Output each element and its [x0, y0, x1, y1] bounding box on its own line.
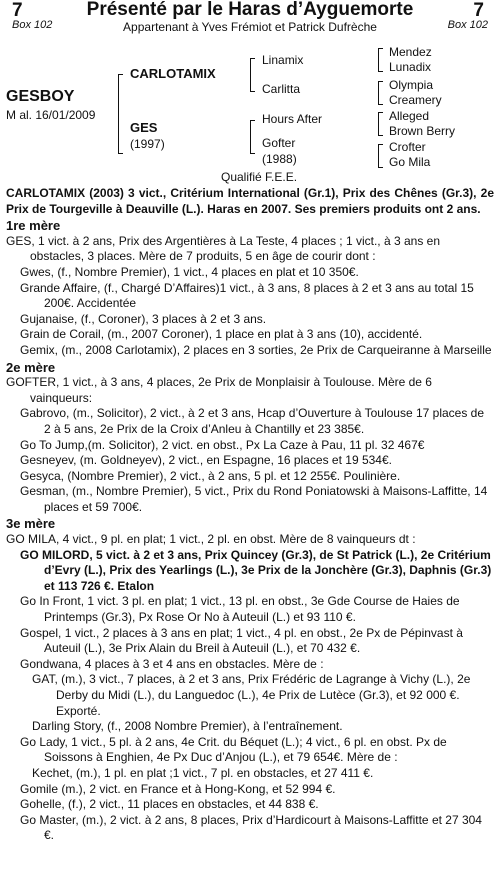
produce-2-5: Gesman, (m., Nombre Premier), 5 vict., Prix du Rond Poniatowski à Maisons-Laffitte, 14 places et 59 700€.	[20, 484, 488, 514]
sire-summary: CARLOTAMIX (2003) 3 vict., Critérium International (Gr.1), Prix des Chênes (Gr.3), 2e Prix de Tourgeville à Deauville (L.). Haras en 2007. Ses premiers produits ont 2 ans.	[6, 186, 494, 216]
produce-2-1: Gabrovo, (m., Solicitor), 2 vict., à 2 et 3 ans, Hcap d’Ouverture à Toulouse 17 places de 2 à 5 ans, 2e Prix de la Croix d’Anleu à Chantilly et 23 385€.	[20, 406, 485, 436]
ped-dsd: Brown Berry	[389, 124, 456, 138]
box-label-right: Box 102	[447, 19, 488, 31]
section-first-dam: 1re mère	[6, 218, 61, 234]
sire-dam: Carlitta	[262, 82, 301, 96]
produce-4: Grain de Corail, (m., 2007 Coroner), 1 place en plat à 3 ans (10), accidenté.	[20, 327, 423, 342]
produce-3-2: Go In Front, 1 vict. 3 pl. en plat; 1 vict., 13 pl. en obst., 3e Gde Course de Haies de Printemps (Gr.3), Px Rose Or No à Auteuil (L.) et 93 110 €.	[20, 594, 460, 625]
produce-3-4b: Darling Story, (f., 2008 Nombre Premier), à l’entraînement.	[32, 719, 343, 734]
lot-number-left: 7	[12, 0, 23, 21]
ped-sds: Olympia	[389, 78, 434, 92]
ped-dss: Alleged	[389, 109, 430, 123]
ped-ssd: Lunadix	[389, 60, 432, 74]
sire-name: CARLOTAMIX	[130, 66, 216, 81]
third-dam-record: GO MILA, 4 vict., 9 pl. en plat; 1 vict., 2 pl. en obst. Mère de 8 vainqueurs dt :	[6, 532, 416, 547]
dam-sire: Hours After	[262, 112, 323, 126]
horse-name: GESBOY	[6, 88, 75, 105]
pedigree-chart	[6, 36, 494, 186]
produce-3-8: Go Master, (m.), 2 vict. à 2 ans, 8 places, Prix d’Hardicourt à Maisons-Laffitte et 27 304 €.	[20, 812, 482, 843]
lot-number-right: 7	[473, 0, 484, 21]
produce-3-6: Gomile (m.), 2 vict. en France et à Hong-Kong, et 52 994 €.	[20, 781, 336, 796]
produce-3-1: GO MILORD, 5 vict. à 2 et 3 ans, Prix Quincey (Gr.3), de St Patrick (L.), 2e Critérium d’Evry (L.), Prix des Yearlings (L.), 3e Prix de la Jonchère (Gr.3), Daphnis (Gr.3) et 113 726 €. Etalon	[20, 547, 492, 593]
produce-2: Grande Affaire, (f., Chargé D’Affaires)1 vict., à 3 ans, 8 places à 2 et 3 ans au total 15 200€. Accidentée	[20, 280, 474, 311]
ped-sss: Mendez	[389, 45, 432, 59]
pedigree-text	[6, 186, 494, 844]
page-header	[6, 0, 494, 36]
ped-dds: Crofter	[389, 140, 426, 154]
ped-sdd: Creamery	[389, 93, 442, 107]
produce-3: Gujanaise, (f., Coroner), 3 places à 2 et 3 ans.	[20, 311, 267, 326]
produce-1: Gwes, (f., Nombre Premier), 1 vict., 4 places en plat et 10 350€.	[20, 264, 359, 279]
produce-3-5a: Kechet, (m.), 1 pl. en plat ;1 vict., 7 pl. en obstacles, et 27 411 €.	[32, 765, 374, 780]
produce-2-4: Gesyca, (Nombre Premier), 2 vict., à 2 ans, 5 pl. et 12 255€. Poulinière.	[20, 468, 401, 483]
dam-year: (1997)	[130, 137, 165, 151]
dam-dam-year: (1988)	[262, 152, 297, 166]
bracket-gen1	[118, 74, 119, 154]
dam-dam: Gofter	[262, 136, 296, 150]
horse-sex-dob: M al. 16/01/2009	[6, 108, 96, 122]
ped-ddd: Go Mila	[389, 155, 431, 169]
produce-3-3: Gospel, 1 vict., 2 places à 3 ans en plat; 1 vict., 4 pl. en obst., 2e Px de Pépinvast à Auteuil (L.), 3e Prix Alain du Breil à Auteuil (L.), et 70 432 €.	[20, 625, 463, 656]
section-third-dam: 3e mère	[6, 516, 56, 532]
sire-sire: Linamix	[262, 53, 304, 67]
qualification: Qualifié F.E.E.	[221, 170, 298, 184]
dam-name: GES	[130, 120, 158, 135]
consignor-title: Présenté par le Haras d’Ayguemorte	[86, 0, 414, 20]
owner-line: Appartenant à Yves Frémiot et Patrick Dufrèche	[123, 20, 377, 34]
produce-5: Gemix, (m., 2008 Carlotamix), 2 places en 3 sorties, 2e Prix de Carqueiranne à Marseille	[20, 342, 492, 357]
first-dam-record: GES, 1 vict. à 2 ans, Prix des Argentières à La Teste, 4 places ; 1 vict., à 3 ans en obstacles, 3 places. Mère de 7 produits, 5 en âge de courir dont :	[6, 233, 441, 264]
produce-3-4: Gondwana, 4 places à 3 et 4 ans en obstacles. Mère de :	[20, 656, 324, 671]
second-dam-record: GOFTER, 1 vict., à 3 ans, 4 places, 2e Prix de Monplaisir à Toulouse. Mère de 6 vainqueurs:	[6, 375, 432, 405]
box-label-left: Box 102	[12, 19, 53, 31]
section-second-dam: 2e mère	[6, 359, 56, 375]
produce-3-5: Go Lady, 1 vict., 5 pl. à 2 ans, 4e Crit. du Béquet (L.); 4 vict., 6 pl. en obst. Px de Soissons à Enghien, 4e Px Duc d’Anjou (L.), et 79 654€. Mère de :	[20, 734, 447, 765]
produce-2-3: Gesneyev, (m. Goldneyev), 2 vict., en Espagne, 16 places et 19 534€.	[20, 453, 392, 468]
produce-2-2: Go To Jump,(m. Solicitor), 2 vict. en obst., Px La Caze à Pau, 11 pl. 32 467€	[20, 437, 425, 452]
produce-3-7: Gohelle, (f.), 2 vict., 11 places en obstacles, et 44 838 €.	[20, 797, 319, 812]
produce-3-4a: GAT, (m.), 3 vict., 7 places, à 2 et 3 ans, Prix Frédéric de Lagrange à Vichy (L.), 2e Derby du Midi (L.), du Languedoc (L.), 4e Prix de Lutèce (Gr.3), et 92 000 €. Exporté.	[32, 672, 471, 718]
